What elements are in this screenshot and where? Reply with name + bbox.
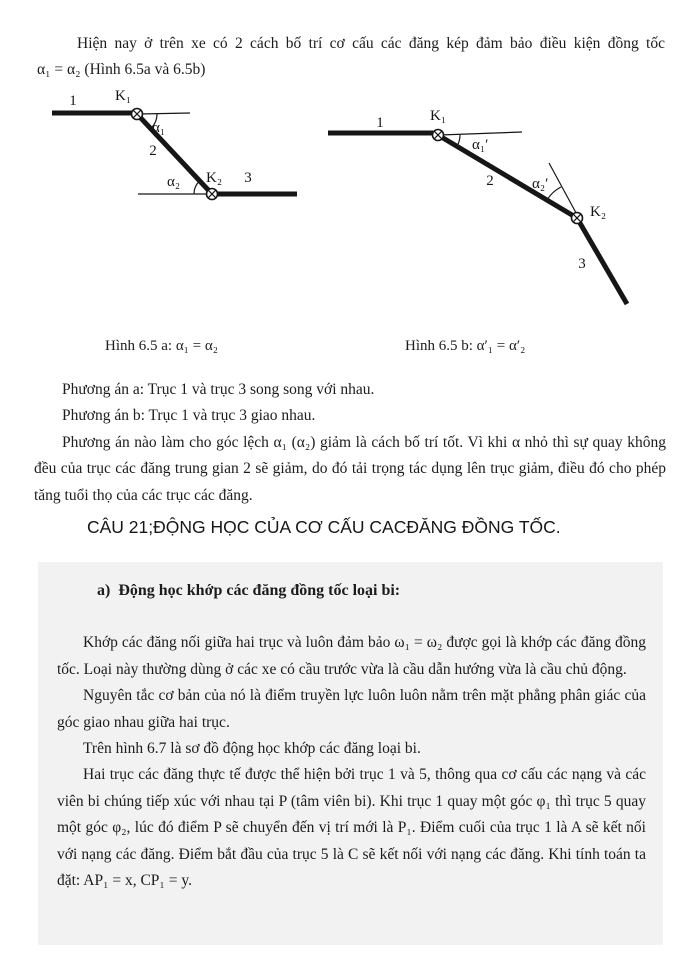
section-a-title: a) Động học khớp các đăng đồng tốc loại bi: xyxy=(97,582,401,599)
answer-section xyxy=(38,562,663,945)
joint-k2-label: K₂ xyxy=(590,204,607,220)
reference-line-k1 xyxy=(139,113,190,114)
section-paragraph-3: Trên hình 6.7 là sơ đồ động học khớp các đăng loại bi. xyxy=(83,740,421,758)
reference-line-k1 xyxy=(440,132,522,135)
question-21-heading: CÂU 21;ĐỘNG HỌC CỦA CƠ CẤU CACĐĂNG ĐỒNG TỐC. xyxy=(87,517,561,537)
intro-line-1: Hiện nay ở trên xe có 2 cách bố trí cơ cấu các đăng kép đảm bảo điều kiện đồng tốc xyxy=(77,35,665,52)
alpha2-prime-label: α₂′ xyxy=(532,176,549,192)
joint-k1-symbol xyxy=(132,109,143,120)
joint-k2-symbol xyxy=(572,213,583,224)
shaft-2-label: 2 xyxy=(486,173,494,189)
section-body xyxy=(57,630,646,894)
section-paragraph-4: Hai trục các đăng thực tế được thể hiện bởi trục 1 và 5, thông qua cơ cấu các nạng và các viên bi chúng tiếp xúc với nhau tại P (tâm viên bi). Khi trục 1 quay một góc φ₁ thì trục 5 quay một góc φ₂, lúc đó điểm P sẽ chuyển đến vị trí mới là P₁. Điểm cuối của trục 1 là A sẽ kết nối với nạng các đăng. Điểm bắt đầu của trục 5 là C sẽ kết nối với nạng các đăng. Khi tính toán ta đặt: AP₁ = x, CP₁ = y. xyxy=(57,766,646,890)
figure-6-5b-diagram xyxy=(320,103,655,318)
section-paragraph-2: Nguyên tắc cơ bản của nó là điểm truyền lực luôn luôn nằm trên mặt phẳng phân giác của góc giao nhau giữa hai trục. xyxy=(57,687,646,731)
option-a-text: Phương án a: Trục 1 và trục 3 song song với nhau. xyxy=(62,381,375,398)
angle-arc-alpha2-prime xyxy=(547,187,561,200)
section-paragraph-1: Khớp các đăng nối giữa hai trục và luôn đảm bảo ω₁ = ω₂ được gọi là khớp các đăng đồng tốc. Loại này thường dùng ở các xe có cầu trước vừa là cầu dẫn hướng vừa là cầu chủ động. xyxy=(57,634,646,678)
intro-line-2: α₁ = α₂ (Hình 6.5a và 6.5b) xyxy=(37,61,206,79)
shaft-1-label: 1 xyxy=(69,93,77,109)
alpha2-label: α₂ xyxy=(167,174,181,190)
options-block xyxy=(34,377,666,509)
options-analysis-text: Phương án nào làm cho góc lệch α₁ (α₂) giảm là cách bố trí tốt. Vì khi α nhỏ thì sự quay không đều của trục các đăng trung gian 2 sẽ giảm, do đó tải trọng tác dụng lên trục giảm, điều đó cho phép tăng tuổi thọ của các trục các đăng. xyxy=(34,433,666,504)
figure-6-5a-caption: Hình 6.5 a: α₁ = α₂ xyxy=(105,338,218,354)
alpha1-prime-label: α₁′ xyxy=(472,137,489,153)
joint-k1-label: K₁ xyxy=(115,88,132,104)
shaft-2-label: 2 xyxy=(149,143,157,159)
shaft-3-label: 3 xyxy=(578,256,586,272)
alpha1-label: α₁ xyxy=(152,120,166,136)
joint-k1-symbol xyxy=(433,130,444,141)
shaft-1-label: 1 xyxy=(376,115,384,131)
angle-arc-alpha1-prime xyxy=(457,135,460,146)
joint-k2-label: K₂ xyxy=(206,170,223,186)
option-b-text: Phương án b: Trục 1 và trục 3 giao nhau. xyxy=(62,407,316,425)
joint-k2-symbol xyxy=(207,189,218,200)
intro-paragraph xyxy=(37,31,665,84)
figure-6-5b-caption: Hình 6.5 b: α′₁ = α′₂ xyxy=(405,338,526,354)
joint-k1-label: K₁ xyxy=(430,108,447,124)
shaft-3-label: 3 xyxy=(244,170,252,186)
figure-6-5a-diagram xyxy=(40,84,310,209)
